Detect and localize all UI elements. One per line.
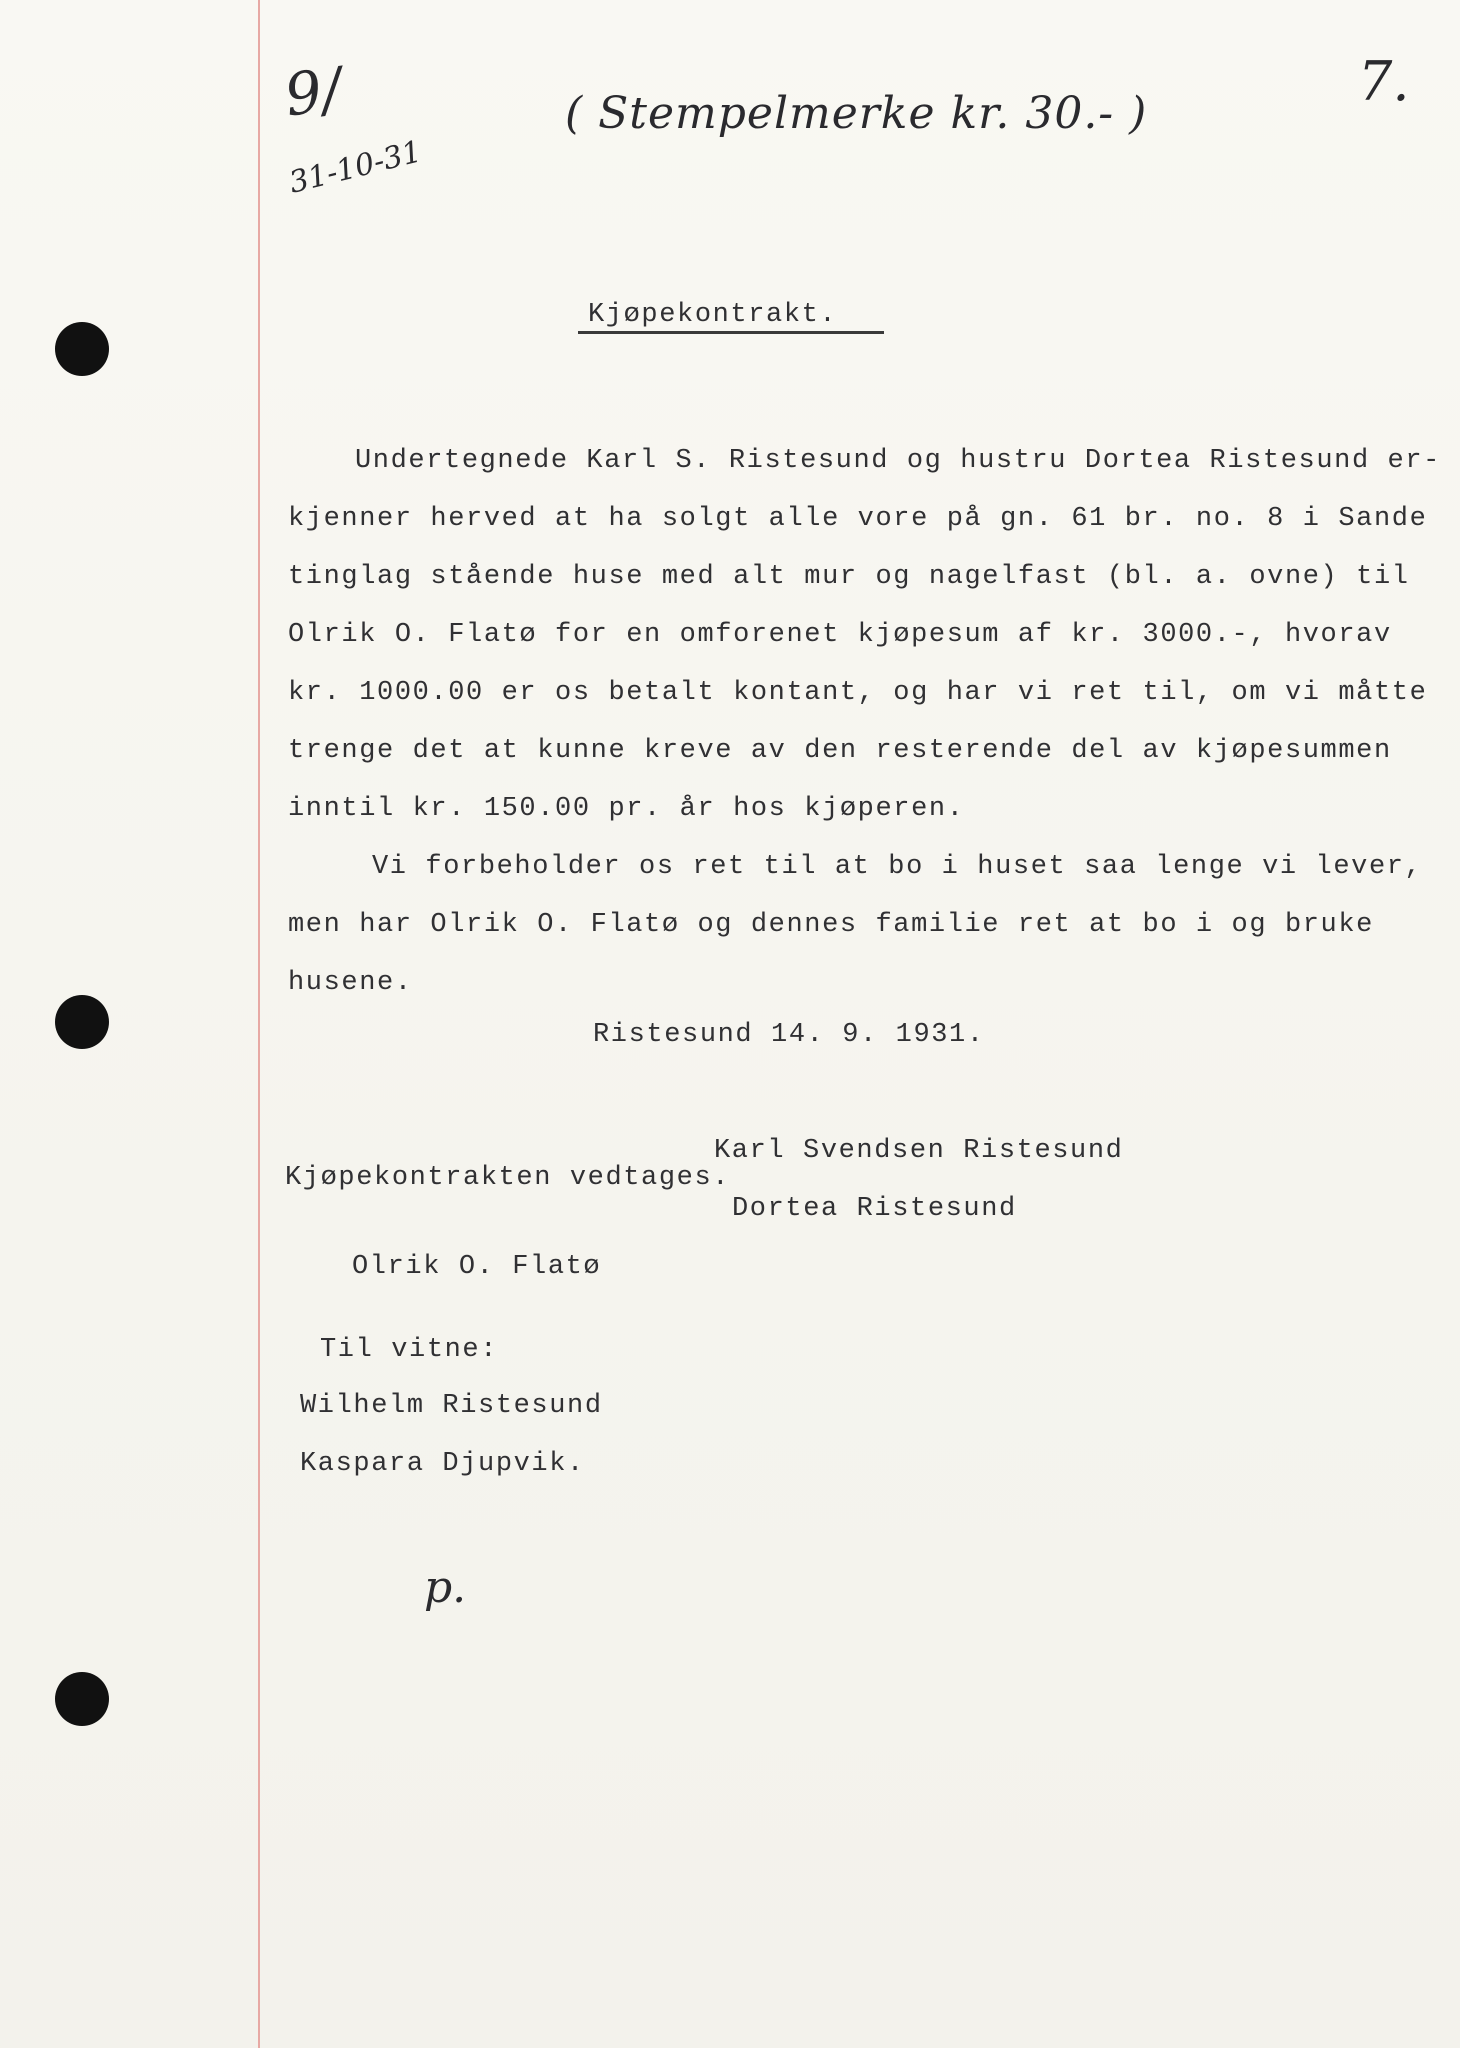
punch-hole-top bbox=[55, 322, 109, 376]
place-date: Ristesund 14. 9. 1931. bbox=[593, 1020, 985, 1050]
paragraph-1-line-4: Olrik O. Flatø for en omforenet kjøpesum af kr. 3000.-, hvorav bbox=[288, 620, 1392, 650]
witness-label: Til vitne: bbox=[320, 1335, 499, 1365]
paragraph-1-line-5: kr. 1000.00 er os betalt kontant, og har vi ret til, om vi måtte bbox=[288, 678, 1428, 708]
paragraph-1-line-6: trenge det at kunne kreve av den resterende del av kjøpesummen bbox=[288, 736, 1392, 766]
witness-1: Wilhelm Ristesund bbox=[300, 1391, 603, 1421]
page-number: 7. bbox=[1358, 50, 1410, 113]
folio-date: 31-10-31 bbox=[285, 134, 426, 201]
folio-number: 9/ bbox=[280, 54, 346, 130]
handwritten-initials: p. bbox=[424, 1562, 467, 1613]
seller-signature-dortea: Dortea Ristesund bbox=[732, 1194, 1017, 1224]
seller-signature-karl: Karl Svendsen Ristesund bbox=[714, 1136, 1124, 1166]
document-title: Kjøpekontrakt. bbox=[588, 300, 838, 330]
punch-hole-middle bbox=[55, 995, 109, 1049]
stamp-note: ( Stempelmerke kr. 30.- ) bbox=[565, 88, 1148, 139]
paragraph-1-line-1: Undertegnede Karl S. Ristesund og hustru Dortea Ristesund er- bbox=[355, 446, 1441, 476]
paragraph-2-line-2: men har Olrik O. Flatø og dennes familie ret at bo i og bruke bbox=[288, 910, 1374, 940]
punch-hole-bottom bbox=[55, 1672, 109, 1726]
acceptance-text: Kjøpekontrakten vedtages. bbox=[285, 1163, 731, 1193]
title-underline bbox=[578, 331, 884, 334]
red-margin-line bbox=[258, 0, 260, 2048]
witness-2: Kaspara Djupvik. bbox=[300, 1449, 585, 1479]
buyer-signature: Olrik O. Flatø bbox=[352, 1252, 602, 1282]
paragraph-1-line-7: inntil kr. 150.00 pr. år hos kjøperen. bbox=[288, 794, 965, 824]
paragraph-1-line-2: kjenner herved at ha solgt alle vore på gn. 61 br. no. 8 i Sande bbox=[288, 504, 1428, 534]
paragraph-1-line-3: tinglag stående huse med alt mur og nagelfast (bl. a. ovne) til bbox=[288, 562, 1410, 592]
paragraph-2-line-3: husene. bbox=[288, 968, 413, 998]
paragraph-2-line-1: Vi forbeholder os ret til at bo i huset saa lenge vi lever, bbox=[372, 852, 1423, 882]
